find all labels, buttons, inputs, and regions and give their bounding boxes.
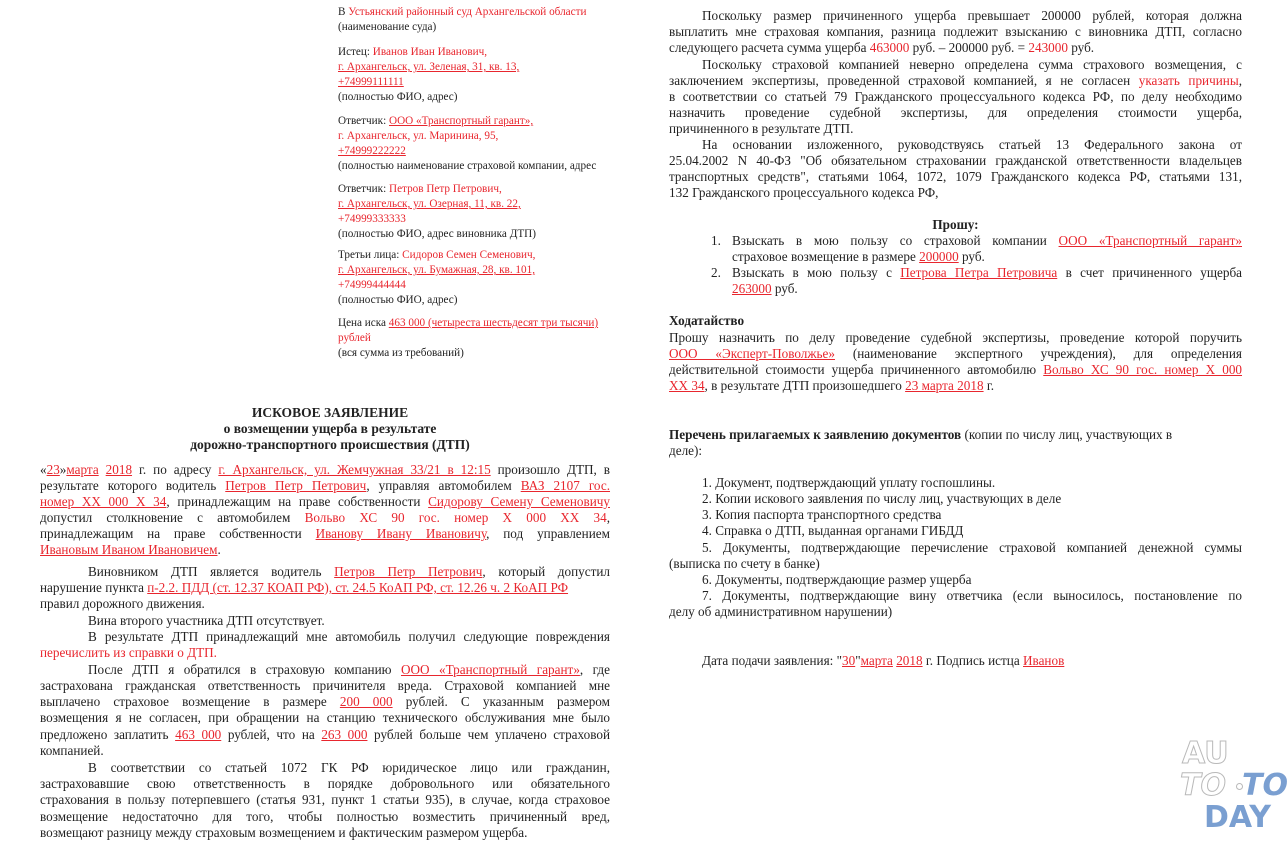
attachment-item: 3. Копия паспорта транспортного средства <box>702 507 942 522</box>
third-party-note: (полностью ФИО, адрес) <box>338 294 458 306</box>
attachment-item-cont: (выписка по счету в банке) <box>669 556 820 571</box>
third-party-name: Сидоров Семен Семенович, <box>402 249 536 261</box>
right-line: 25.04.2002 N 40-ФЗ "Об обязательном страховании гражданской ответственности владельцев <box>669 153 1242 168</box>
plaintiff-phone: +74999111111 <box>338 76 404 88</box>
attachment-item: 6. Документы, подтверждающие размер ущерба <box>702 572 972 587</box>
court-note: (наименование суда) <box>338 21 437 33</box>
third-party-phone: +74999444444 <box>338 279 406 291</box>
left-line: перечислить из справки о ДТП. <box>40 645 217 660</box>
attachment-item: 1. Документ, подтверждающий уплату госпошлины. <box>702 475 996 490</box>
defendant2-note: (полностью ФИО, адрес виновника ДТП) <box>338 228 536 240</box>
plaintiff-address: г. Архангельск, ул. Зеленая, 31, кв. 13, <box>338 61 520 73</box>
request-item-1-number: 1. <box>711 233 721 248</box>
attachment-item: 2. Копии искового заявления по числу лиц, участвующих в деле <box>702 491 1062 506</box>
defendant2-phone: +74999333333 <box>338 213 406 225</box>
filing-date-signature: Дата подачи заявления: "30"марта 2018 г. Подпись истца Иванов <box>702 653 1065 668</box>
left-line: результате которого водитель Петров Петр Петрович, управляя автомобилем ВАЗ 2107 гос. <box>40 478 611 493</box>
left-line: В соответствии со статьей 1072 ГК РФ юридическое лицо или гражданин, <box>88 760 610 775</box>
plaintiff-name: Иванов Иван Иванович, <box>372 46 488 58</box>
right-line: 132 Гражданского процессуального кодекса РФ, <box>669 185 939 200</box>
logo-to-outline: TO <box>1180 768 1226 803</box>
left-line: номер ХХ 000 Х 34, принадлежащим на праве собственности Сидорову Семену Семеновичу <box>40 494 610 509</box>
left-line: «23»марта 2018 г. по адресу г. Архангельск, ул. Жемчужная 33/21 в 12:15 произошло ДТП, в <box>40 462 610 477</box>
defendant2-name: Петров Петр Петрович, <box>389 183 502 195</box>
defendant1-name: ООО «Транспортный гарант», <box>389 115 534 127</box>
motion-line: ХХ 34, в результате ДТП произошедшего 23 марта 2018 г. <box>669 378 995 393</box>
request-item-1-cont: страховое возмещение в размере 200000 руб. <box>732 249 985 264</box>
title-line-1: ИСКОВОЕ ЗАЯВЛЕНИЕ <box>251 405 409 420</box>
defendant1-note: (полностью наименование страховой компании, адрес <box>338 160 597 172</box>
request-item-2-cont: 263000 руб. <box>732 281 798 296</box>
defendant2-address: г. Архангельск, ул. Озерная, 11, кв. 22, <box>338 198 521 210</box>
left-line: предложено заплатить 463 000 рублей, что на 263 000 рублей больше чем уплачено страховой <box>40 727 610 742</box>
motion-line: Прошу назначить по делу проведение судебной экспертизы, проведение которой поручить <box>669 330 1242 345</box>
logo-to-blue: TO <box>1242 768 1288 803</box>
right-line: заключением экспертизы, проведенной страховой компанией, я не согласен указать причины, <box>669 73 1242 88</box>
request-item-2: Взыскать в мою пользу с Петрова Петра Петровича в счет причиненного ущерба <box>732 265 1243 280</box>
left-line: компанией. <box>40 743 104 758</box>
left-line: принадлежащим на праве собственности Иванову Ивану Ивановичу, под управлением <box>40 526 610 541</box>
left-line: нарушение пункта п-2.2. ПДД (ст. 12.37 КОАП РФ), ст. 24.5 КоАП РФ, ст. 12.26 ч. 2 КоАП РФ <box>40 580 569 595</box>
motion-line: ООО «Эксперт-Поволжье» (наименование экспертного учреждения), для определения <box>669 346 1242 361</box>
left-line: выплачено страховое возмещение в размере 200 000 рублей. С указанным размером <box>40 694 610 709</box>
claim-price-note: (вся сумма из требований) <box>338 347 464 359</box>
left-line: застрахована гражданская ответственность причинителя вреда. Страховой компанией мне <box>40 678 610 693</box>
motion-line: действительной стоимости ущерба причиненного автомобилю Вольво ХС 90 гос. номер Х 000 <box>669 362 1243 377</box>
autotoday-logo <box>1170 736 1288 838</box>
left-line: Виновником ДТП является водитель Петров Петр Петрович, который допустил <box>88 564 611 579</box>
attachment-item-cont: делу об административном нарушении) <box>669 604 893 619</box>
attachment-item: 4. Справка о ДТП, выданная органами ГИБДД <box>702 523 964 538</box>
third-party-block: Третьи лица: Сидоров Семен Семенович, г. Архангельск, ул. Бумажная, 28, кв. 101, +74999444444 (полностью ФИО, адрес) <box>338 249 536 306</box>
attachment-item: 5. Документы, подтверждающие перечисление страховой компанией денежной суммы <box>702 540 1242 555</box>
defendant1-phone: +74999222222 <box>338 145 406 157</box>
right-line: Поскольку размер причиненного ущерба превышает 200000 рублей, которая должна <box>702 8 1242 23</box>
right-line: назначить проведение судебной экспертизы, для определения стоимости ущерба, <box>669 105 1242 120</box>
right-line: На основании изложенного, руководствуясь статьей 13 Федерального закона от <box>702 137 1242 152</box>
logo-day: DAY <box>1204 800 1271 835</box>
plaintiff-block: Истец: Иванов Иван Иванович, г. Архангельск, ул. Зеленая, 31, кв. 13, +74999111111 (полностью ФИО, адрес) <box>338 46 520 103</box>
right-line: причиненного в результате ДТП. <box>669 121 854 136</box>
left-line: возмещение недостаточно для того, чтобы полностью возместить причиненный вред, <box>40 809 610 824</box>
request-item-2-number: 2. <box>711 265 721 280</box>
attachment-item: 7. Документы, подтверждающие вину ответчика (если выносилось, постановление по <box>702 588 1242 603</box>
plaintiff-signature: Иванов <box>1023 653 1065 668</box>
court-name: Устьянский районный суд Архангельской области <box>348 6 587 18</box>
left-line: страхования в пользу потерпевшего (статья 931, пункт 1 статьи 935), в случае, когда страховое <box>40 792 610 807</box>
left-line: допустил столкновение с автомобилем Вольво ХС 90 гос. номер Х 000 ХХ 34, <box>40 510 610 525</box>
left-line: правил дорожного движения. <box>40 596 205 611</box>
attachments-heading-cont: деле): <box>669 443 703 458</box>
defendant1-block: Ответчик: ООО «Транспортный гарант», г. Архангельск, ул. Маринина, 95, +74999222222 (полностью наименование страховой компании, адрес <box>338 115 597 172</box>
right-line: в соответствии со статьей 79 Гражданского процессуального кодекса РФ, по делу необходимо <box>669 89 1242 104</box>
third-party-address: г. Архангельск, ул. Бумажная, 28, кв. 101, <box>338 264 536 276</box>
title-line-3: дорожно-транспортного происшествия (ДТП) <box>190 437 470 452</box>
left-line: возмещения я не согласен, при обращении на станцию технического обслуживания мне было <box>40 710 610 725</box>
left-line: Ивановым Иваном Ивановичем. <box>40 542 221 557</box>
left-line: застраховавшие свою ответственность в порядке добровольного или обязательного <box>40 776 610 791</box>
attachments-heading: Перечень прилагаемых к заявлению документов (копии по числу лиц, участвующих в <box>669 427 1173 442</box>
left-line: В результате ДТП принадлежащий мне автомобиль получил следующие повреждения <box>88 629 610 644</box>
defendant2-block: Ответчик: Петров Петр Петрович, г. Архангельск, ул. Озерная, 11, кв. 22, +74999333333 (полностью ФИО, адрес виновника ДТП) <box>338 183 536 240</box>
right-line: транспортных средств", статьями 1064, 1072, 1079 Гражданского кодекса РФ, статьями 131, <box>669 169 1242 184</box>
left-line: возмещают разницу между страховым возмещением и фактическим размером ущерба. <box>40 825 528 840</box>
plaintiff-note: (полностью ФИО, адрес) <box>338 91 458 103</box>
right-line: Поскольку страховой компанией неверно определена сумма страхового возмещения, с <box>702 57 1242 72</box>
right-line: следующего расчета сумма ущерба 463000 руб. – 200000 руб. = 243000 руб. <box>669 40 1095 55</box>
logo-au: AU <box>1182 736 1229 771</box>
title-line-2: о возмещении ущерба в результате <box>223 421 437 436</box>
left-line: После ДТП я обратился в страховую компанию ООО «Транспортный гарант», где <box>88 662 610 677</box>
court-line: В Устьянский районный суд Архангельской области <box>338 6 587 18</box>
motion-heading: Ходатайство <box>669 313 745 328</box>
defendant1-address: г. Архангельск, ул. Маринина, 95, <box>338 130 499 142</box>
claim-price-block: Цена иска 463 000 (четыреста шестьдесят три тысячи) рублей (вся сумма из требований) <box>338 317 599 359</box>
right-line: выплатить мне страховая компания, разница подлежит взысканию с виновника ДТП, согласно <box>669 24 1242 39</box>
document-title <box>40 405 620 453</box>
request-item-1: Взыскать в мою пользу со страховой компании ООО «Транспортный гарант» <box>732 233 1242 248</box>
left-line: Вина второго участника ДТП отсутствует. <box>88 613 325 628</box>
request-heading: Прошу: <box>932 217 979 232</box>
claim-price-value: 463 000 (четыреста шестьдесят три тысячи) <box>388 317 599 329</box>
court-header <box>338 5 586 35</box>
claim-price-currency: рублей <box>338 332 371 344</box>
